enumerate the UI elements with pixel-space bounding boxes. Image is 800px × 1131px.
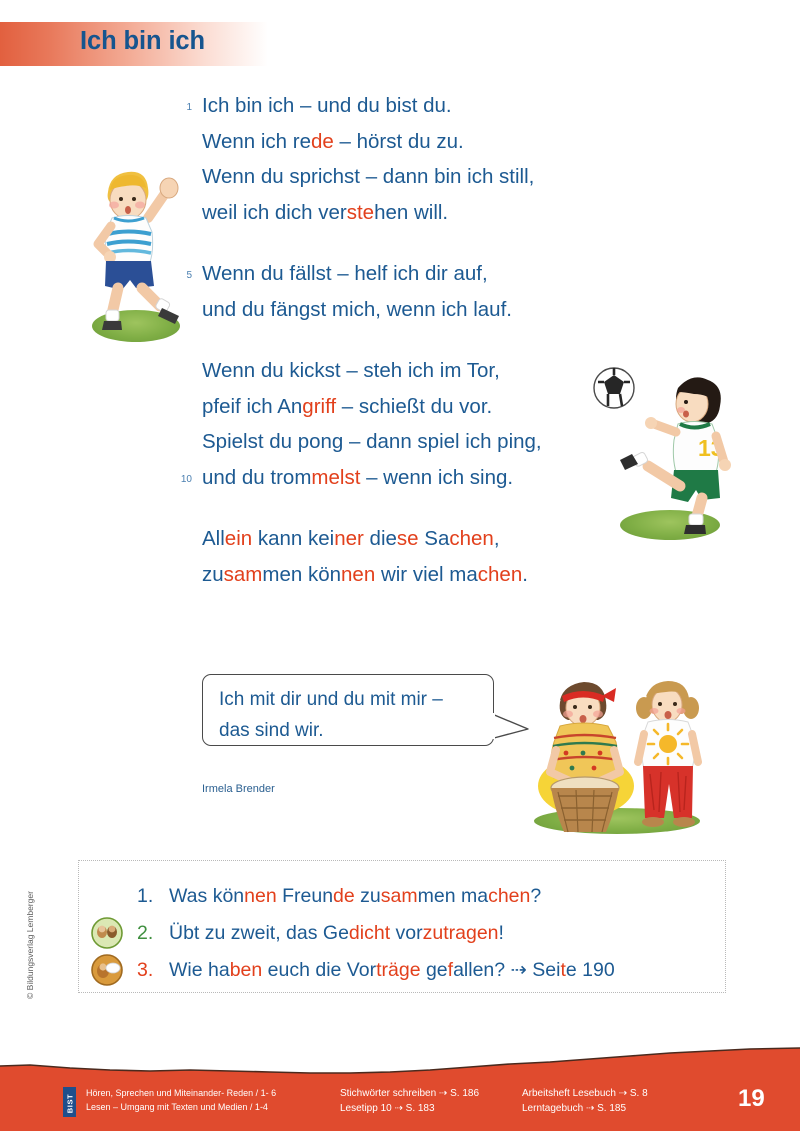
text-segment: !	[498, 922, 504, 944]
text-segment: zu	[354, 885, 381, 907]
poem-line	[170, 88, 610, 124]
exercise-box	[78, 860, 726, 993]
highlighted-syllable: ste	[346, 200, 375, 224]
text-segment: – wenn ich sing.	[360, 465, 514, 489]
highlighted-syllable: zutragen	[422, 922, 499, 944]
partner-work-icon	[91, 917, 123, 949]
poem-line	[170, 124, 610, 160]
text-segment: Wenn du fällst – helf ich dir auf,	[202, 262, 488, 285]
poem-body	[170, 88, 610, 618]
text-segment: wir viel ma	[375, 562, 478, 586]
highlighted-syllable: nen	[244, 885, 277, 907]
exercise-number: 2.	[137, 922, 154, 944]
exercise-item	[79, 951, 725, 989]
text-segment: Ich bin ich – und du bist du.	[202, 94, 452, 117]
poem-line-number: 5	[186, 270, 192, 281]
text-segment: allen	[453, 959, 495, 981]
text-segment: men ma	[417, 885, 489, 907]
exercise-item	[79, 914, 725, 952]
text-segment: e 190	[565, 959, 615, 981]
highlighted-syllable: griff	[302, 394, 337, 418]
footer-competency-line-1: Hören, Sprechen und Miteinander- Reden / 1- 6	[86, 1088, 277, 1098]
text-segment: und du trom	[202, 465, 312, 489]
text-segment: Spielst du pong – dann spiel ich ping,	[202, 430, 542, 453]
bist-badge	[63, 1087, 76, 1117]
text-segment: Was kön	[169, 885, 245, 907]
bubble-line-1: Ich mit dir und du mit mir –	[219, 689, 443, 710]
poem-stanza	[170, 521, 610, 592]
text-segment: hen will.	[374, 200, 449, 224]
text-segment: .	[522, 562, 528, 586]
highlighted-syllable: ein	[224, 527, 253, 550]
text-segment: vor	[390, 922, 423, 944]
page-title: Ich bin ich	[80, 27, 205, 55]
poem-line	[170, 292, 610, 328]
highlighted-syllable: chen	[477, 562, 523, 586]
poem-line	[170, 460, 610, 496]
exercise-number: 1.	[137, 885, 154, 907]
highlighted-syllable: träge	[376, 959, 421, 981]
text-segment: zu	[202, 562, 224, 586]
poem-line	[170, 424, 610, 460]
exercise-text	[169, 914, 504, 952]
speech-bubble-tail	[492, 712, 530, 744]
svg-text:13: 13	[698, 435, 724, 461]
text-segment: ? ⇢ Sei	[494, 959, 561, 981]
reflection-icon	[91, 954, 123, 986]
text-segment: Sa	[418, 527, 450, 550]
poem-stanza	[170, 88, 610, 230]
highlighted-syllable: de	[333, 885, 355, 907]
highlighted-syllable: nen	[341, 562, 376, 586]
poem-author: Irmela Brender	[202, 783, 275, 795]
highlighted-syllable: de	[311, 129, 334, 153]
poem-line	[170, 256, 610, 292]
poem-line	[170, 389, 610, 425]
highlighted-syllable: ben	[229, 959, 263, 981]
bubble-line-2: das sind wir.	[219, 720, 324, 741]
highlighted-syllable: sam	[223, 562, 263, 586]
text-segment: und du fängst mich, wenn ich lauf.	[202, 297, 512, 321]
speech-bubble	[202, 674, 494, 746]
highlighted-syllable: dicht	[348, 922, 391, 944]
highlighted-syllable: se	[396, 527, 419, 550]
poem-line-number: 10	[180, 473, 192, 485]
boy-soccer-illustration	[592, 362, 744, 544]
footer-reference-col1-line2: Lesetipp 10 ⇢ S. 183	[340, 1103, 435, 1114]
exercise-number: 3.	[137, 959, 154, 981]
copyright-notice: © Bildungsverlag Lemberger	[25, 891, 35, 999]
highlighted-syllable: f	[447, 959, 454, 981]
exercise-item	[79, 877, 725, 915]
poem-line	[170, 557, 610, 593]
text-segment: ?	[530, 885, 542, 907]
highlighted-syllable: t	[560, 959, 566, 981]
footer-reference-col2-line2: Lerntagebuch ⇢ S. 185	[522, 1103, 627, 1114]
text-segment: Wenn du kickst – steh ich im Tor,	[202, 359, 500, 382]
text-segment: Freun	[276, 885, 334, 907]
poem-line-number: 1	[186, 102, 192, 113]
poem-line	[170, 353, 610, 389]
highlighted-syllable: ner	[334, 527, 364, 550]
footer-reference-col1-line1: Stichwörter schreiben ⇢ S. 186	[340, 1088, 479, 1099]
text-segment: Wenn ich re	[202, 129, 312, 153]
footer-competency-line-2: Lesen – Umgang mit Texten und Medien / 1-4	[86, 1102, 268, 1112]
poem-line	[170, 195, 610, 231]
footer-reference-col2-line1: Arbeitsheft Lesebuch ⇢ S. 8	[522, 1088, 648, 1099]
text-segment: Wie ha	[169, 959, 230, 981]
text-segment: – schießt du vor.	[336, 394, 493, 418]
poem-stanza	[170, 256, 610, 327]
text-segment: men kön	[262, 562, 342, 586]
text-segment: – hörst du zu.	[333, 129, 464, 153]
text-segment: pfeif ich An	[202, 394, 303, 418]
highlighted-syllable: melst	[311, 465, 361, 489]
poem-stanza	[170, 353, 610, 495]
page-number: 19	[738, 1085, 765, 1112]
text-segment: euch die Vor	[262, 959, 377, 981]
bist-label: BIST	[65, 1093, 75, 1114]
text-segment: weil ich dich ver	[202, 200, 347, 224]
footer-red-wave	[0, 1040, 800, 1131]
text-segment: ge	[420, 959, 448, 981]
boy-running-illustration	[78, 158, 196, 348]
text-segment: Übt zu zweit, das Ge	[169, 922, 349, 944]
exercise-text	[169, 877, 541, 915]
poem-line	[170, 521, 610, 557]
poem-line	[170, 159, 610, 195]
highlighted-syllable: sam	[380, 885, 418, 907]
highlighted-syllable: chen	[488, 885, 531, 907]
text-segment: die	[363, 527, 397, 550]
highlighted-syllable: chen	[449, 527, 494, 550]
two-girls-drum-illustration	[528, 668, 706, 840]
text-segment: All	[202, 527, 225, 550]
text-segment: kann kei	[252, 527, 335, 550]
text-segment: ,	[493, 527, 500, 550]
text-segment: Wenn du sprichst – dann bin ich still,	[202, 165, 535, 188]
exercise-text	[169, 951, 615, 989]
